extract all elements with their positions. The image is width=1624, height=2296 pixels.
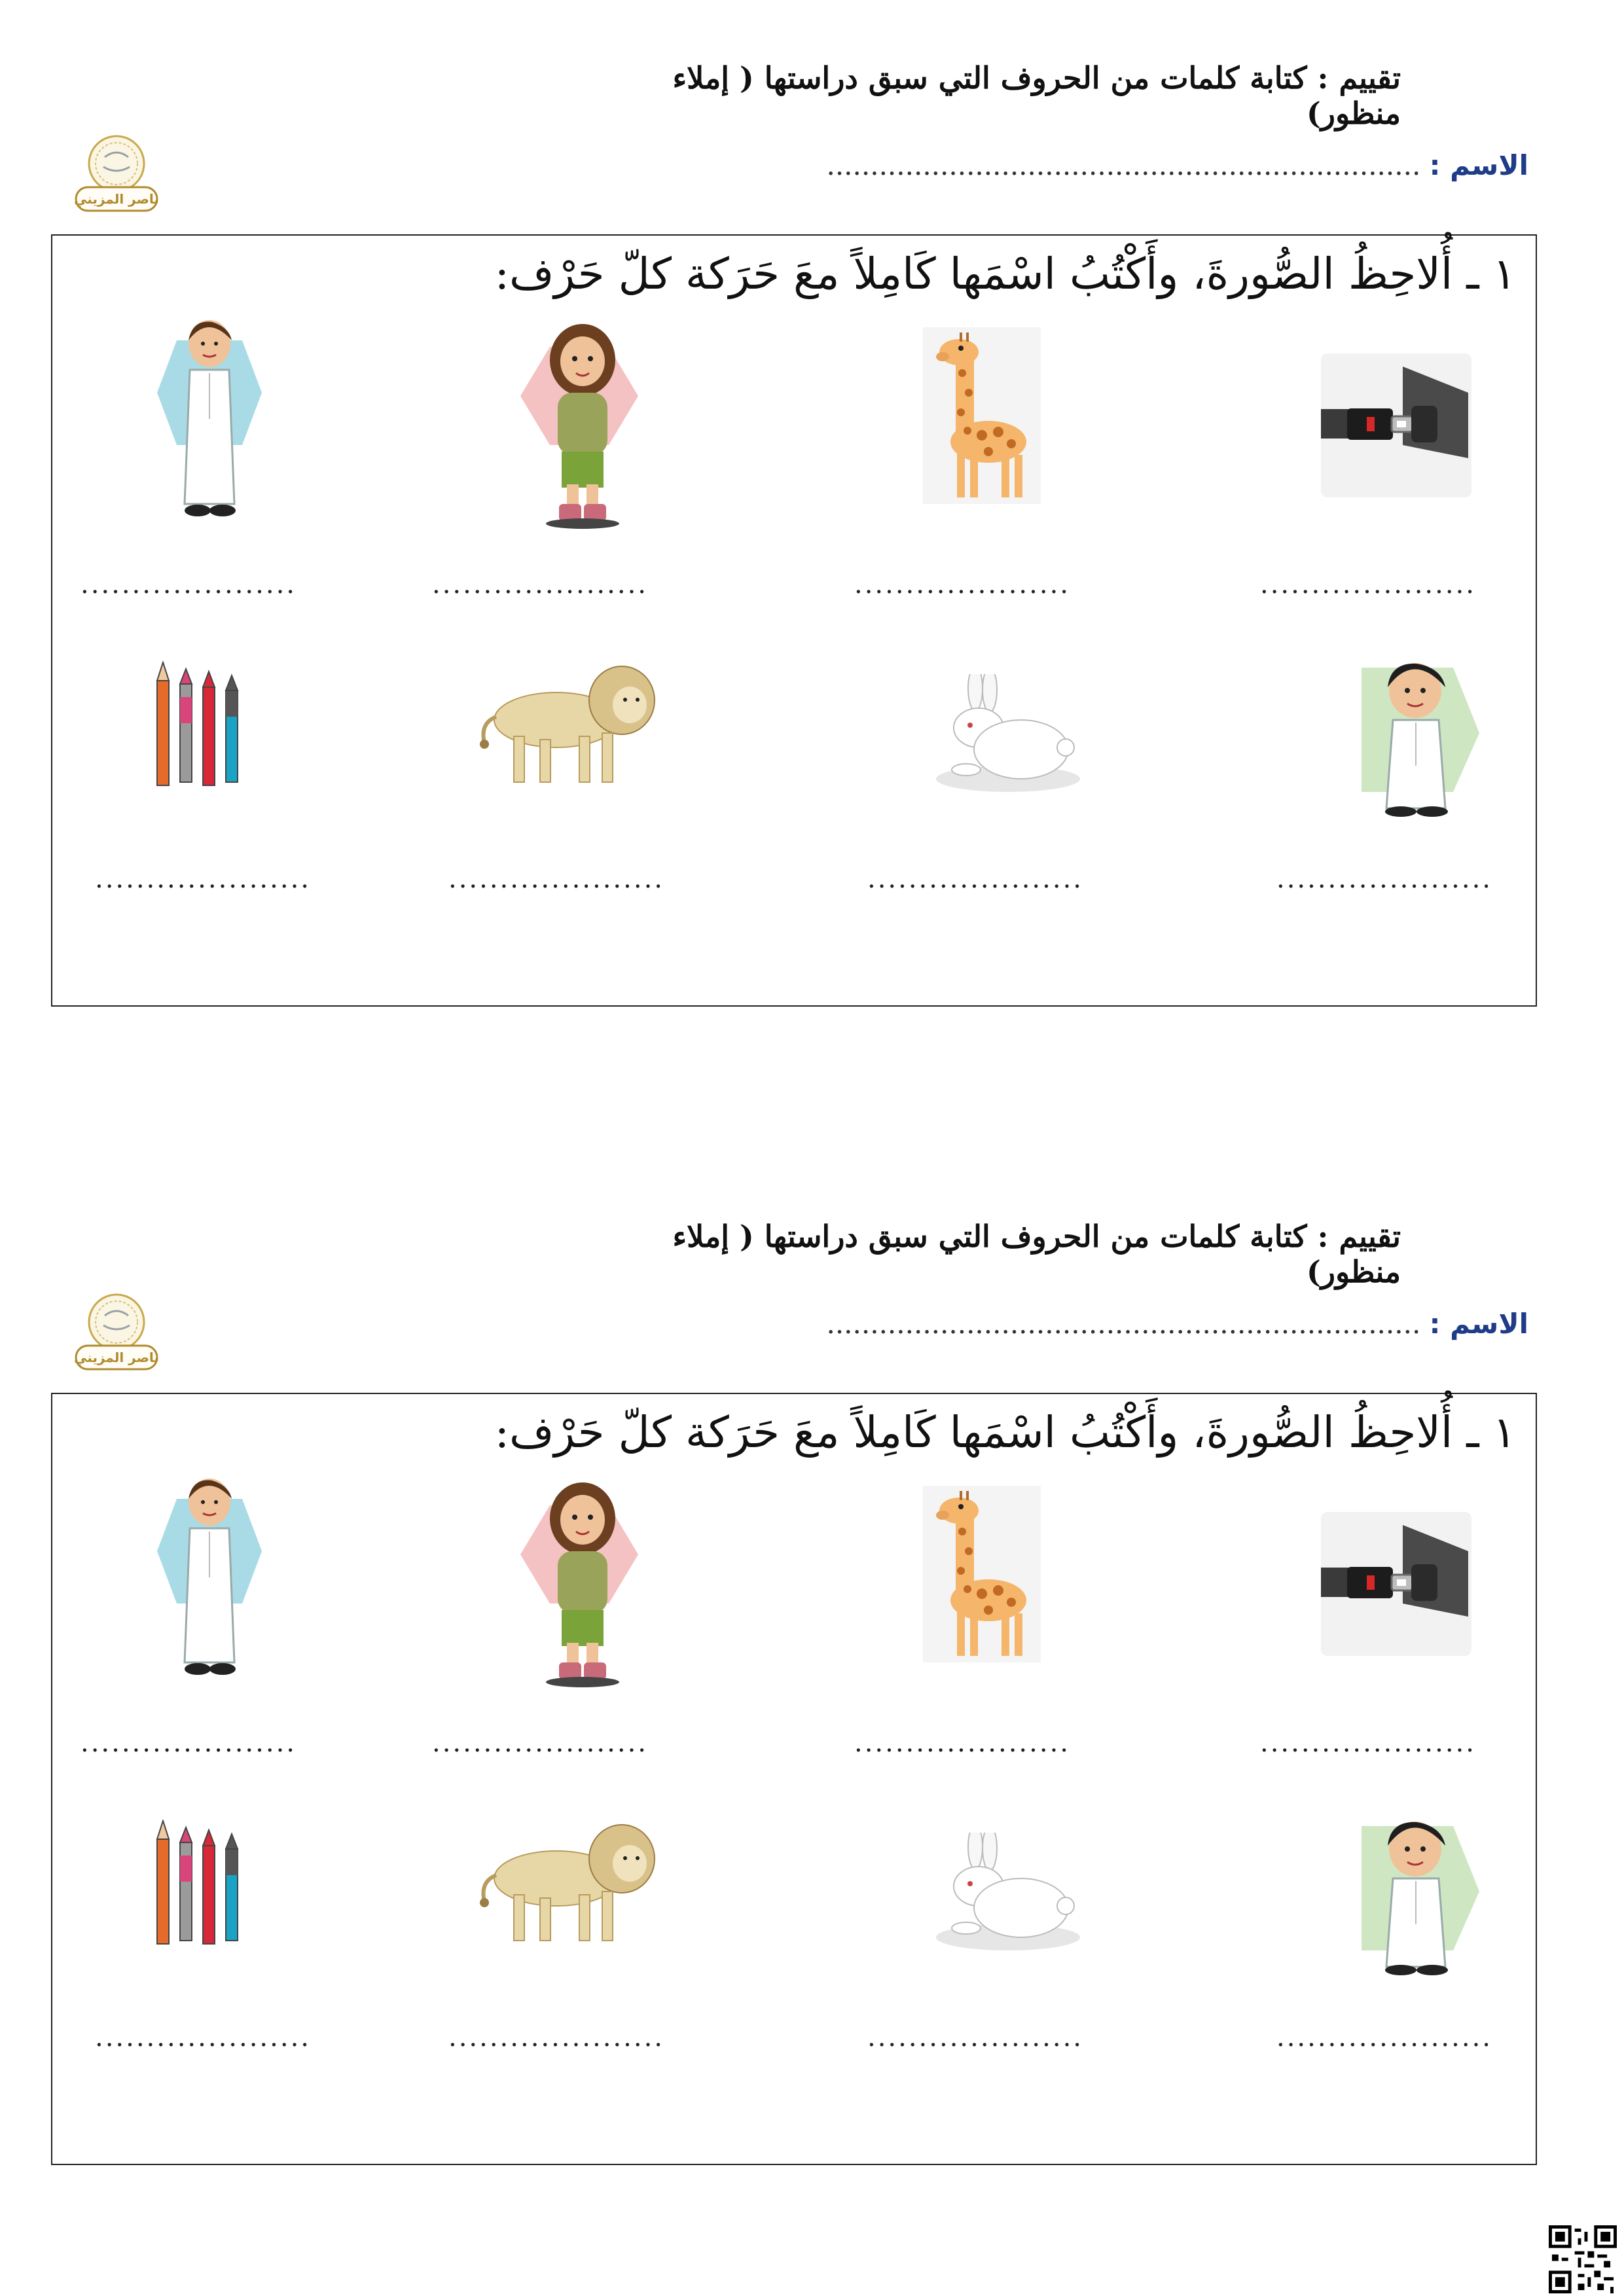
logo xyxy=(71,131,162,223)
exercise-frame xyxy=(51,234,1537,1007)
answer-line[interactable]: ..................... xyxy=(1276,864,1492,894)
rabbit-picture xyxy=(929,674,1080,792)
logo-text: ناصر المزيني xyxy=(74,1350,159,1365)
answer-line[interactable]: ..................... xyxy=(94,2022,311,2053)
giraffe-picture xyxy=(923,1486,1041,1662)
answer-line[interactable]: ..................... xyxy=(448,864,664,894)
boy-picture xyxy=(157,1473,262,1682)
answer-line[interactable]: ..................... xyxy=(1259,569,1476,600)
giraffe-picture xyxy=(923,327,1041,504)
girl-picture xyxy=(511,1479,661,1689)
exercise-instruction: ١ ـ أُلاحِظُ الصُّورةَ، وأَكْتُبُ اسْمَها كَامِلاً معَ حَرَكة كلّ حَرْف: xyxy=(494,1407,1516,1458)
exercise-frame xyxy=(51,1393,1537,2165)
logo-text: ناصر المزيني xyxy=(74,191,159,207)
lion-picture xyxy=(478,658,661,789)
answer-line[interactable]: ..................... xyxy=(431,569,648,600)
name-row xyxy=(753,1308,1528,1340)
boy-picture xyxy=(157,314,262,524)
answer-line[interactable]: ..................... xyxy=(854,1728,1070,1758)
answer-line[interactable]: ..................... xyxy=(80,569,297,600)
seatbelt-picture xyxy=(1321,353,1471,497)
answer-line[interactable]: ..................... xyxy=(94,864,311,894)
exercise-instruction: ١ ـ أُلاحِظُ الصُّورةَ، وأَكْتُبُ اسْمَها كَامِلاً معَ حَرَكة كلّ حَرْف: xyxy=(494,249,1516,299)
answer-line[interactable]: ..................... xyxy=(80,1728,297,1758)
rabbit-picture xyxy=(929,1833,1080,1950)
pencils-picture xyxy=(151,661,255,792)
name-row xyxy=(753,149,1528,181)
girl-picture xyxy=(511,321,661,530)
boy-waving-picture xyxy=(1355,655,1479,818)
name-label: الاسم : xyxy=(1429,1308,1528,1340)
worksheet-copy-1 xyxy=(0,0,1624,1047)
pencils-picture xyxy=(151,1820,255,1950)
worksheet-title: تقييم : كتابة كلمات من الحروف التي سبق دراستها ( إملاء منظور) xyxy=(672,60,1401,131)
boy-waving-picture xyxy=(1355,1813,1479,1977)
lion-picture xyxy=(478,1816,661,1947)
worksheet-copy-2 xyxy=(0,1158,1624,2206)
logo xyxy=(71,1289,162,1381)
answer-line[interactable]: ..................... xyxy=(1276,2022,1492,2053)
answer-line[interactable]: ..................... xyxy=(431,1728,648,1758)
answer-line[interactable]: ..................... xyxy=(448,2022,664,2053)
seatbelt-picture xyxy=(1321,1512,1471,1656)
answer-line[interactable]: ..................... xyxy=(854,569,1070,600)
answer-line[interactable]: ..................... xyxy=(867,2022,1083,2053)
worksheet-title: تقييم : كتابة كلمات من الحروف التي سبق دراستها ( إملاء منظور) xyxy=(672,1219,1401,1289)
name-input-line[interactable]: .................................................................... xyxy=(826,1308,1421,1340)
name-label: الاسم : xyxy=(1429,149,1528,181)
name-input-line[interactable]: .................................................................... xyxy=(826,149,1421,181)
answer-line[interactable]: ..................... xyxy=(1259,1728,1476,1758)
qr-code xyxy=(1549,2225,1617,2293)
answer-line[interactable]: ..................... xyxy=(867,864,1083,894)
